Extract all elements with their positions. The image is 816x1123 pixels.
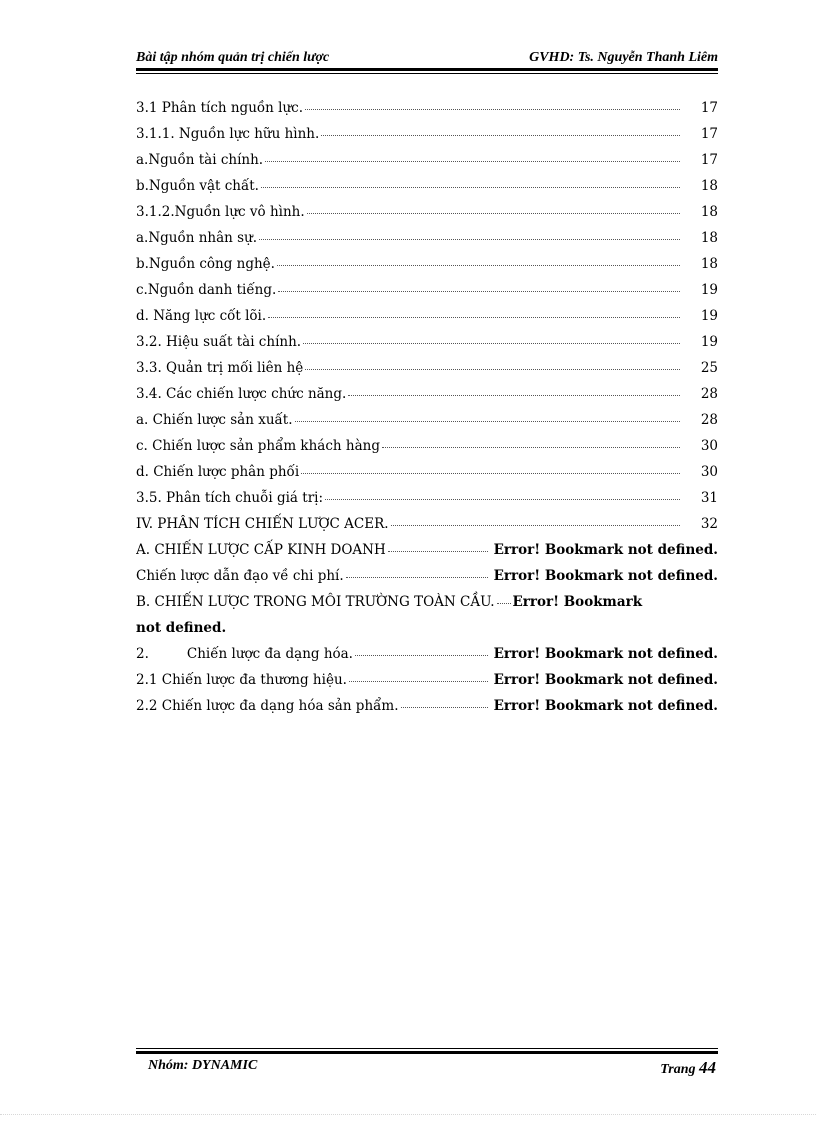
bookmark-error: Error! Bookmark not defined. bbox=[493, 568, 718, 584]
toc-entry[interactable]: 3.2. Hiệu suất tài chính. 19 bbox=[136, 334, 718, 350]
bookmark-error-continued: not defined. bbox=[136, 620, 227, 636]
toc-entry[interactable]: 3.1.1. Nguồn lực hữu hình. 17 bbox=[136, 126, 718, 142]
toc-entry[interactable]: IV. PHÂN TÍCH CHIẾN LƯỢC ACER. 32 bbox=[136, 516, 718, 532]
bookmark-error: Error! Bookmark not defined. bbox=[493, 542, 718, 558]
toc-entry[interactable]: b.Nguồn vật chất. 18 bbox=[136, 178, 718, 194]
toc-entry[interactable]: c.Nguồn danh tiếng. 19 bbox=[136, 282, 718, 298]
toc-entry[interactable]: A. CHIẾN LƯỢC CẤP KINH DOANH Error! Bookmark not defined. bbox=[136, 537, 718, 563]
toc-entry[interactable]: 3.5. Phân tích chuỗi giá trị: 31 bbox=[136, 490, 718, 506]
toc-entry[interactable]: c. Chiến lược sản phẩm khách hàng 30 bbox=[136, 438, 718, 454]
page-header bbox=[136, 50, 718, 68]
toc-entry[interactable]: 3.1 Phân tích nguồn lực. 17 bbox=[136, 100, 718, 116]
page-footer bbox=[136, 1058, 718, 1078]
header-course-title: Bài tập nhóm quản trị chiến lược bbox=[136, 50, 330, 65]
toc-entry[interactable]: d. Năng lực cốt lõi. 19 bbox=[136, 308, 718, 324]
toc-entry[interactable]: 2.2 Chiến lược đa dạng hóa sản phẩm. Error! Bookmark not defined. bbox=[136, 693, 718, 719]
toc-entry[interactable]: 2.1 Chiến lược đa thương hiệu. Error! Bookmark not defined. bbox=[136, 667, 718, 693]
page-edge bbox=[0, 1114, 816, 1115]
footer-rule bbox=[136, 1051, 718, 1054]
toc-entry[interactable]: B. CHIẾN LƯỢC TRONG MÔI TRƯỜNG TOÀN CẦU. Error! Bookmark not defined. bbox=[136, 589, 718, 641]
page-number: 44 bbox=[699, 1058, 716, 1077]
toc-entry[interactable]: a. Chiến lược sản xuất. 28 bbox=[136, 412, 718, 428]
toc-entry[interactable]: a.Nguồn tài chính. 17 bbox=[136, 152, 718, 168]
toc-entry[interactable]: 3.4. Các chiến lược chức năng. 28 bbox=[136, 386, 718, 402]
header-rule bbox=[136, 68, 718, 71]
bookmark-error: Error! Bookmark not defined. bbox=[493, 646, 718, 662]
toc-entry[interactable]: 3.3. Quản trị mối liên hệ 25 bbox=[136, 360, 718, 376]
toc-entry[interactable]: 2. Chiến lược đa dạng hóa. Error! Bookmark not defined. bbox=[136, 641, 718, 667]
bookmark-error: Error! Bookmark bbox=[512, 594, 643, 610]
toc-entry[interactable]: a.Nguồn nhân sự. 18 bbox=[136, 230, 718, 246]
table-of-contents bbox=[136, 95, 718, 719]
toc-entry[interactable]: Chiến lược dẫn đạo về chi phí. Error! Bookmark not defined. bbox=[136, 563, 718, 589]
footer-page-label: Trang 44 bbox=[660, 1058, 716, 1077]
bookmark-error: Error! Bookmark not defined. bbox=[493, 672, 718, 688]
toc-entry[interactable]: d. Chiến lược phân phối 30 bbox=[136, 464, 718, 480]
toc-entry[interactable]: b.Nguồn công nghệ. 18 bbox=[136, 256, 718, 272]
header-rule-thin bbox=[136, 73, 718, 74]
toc-entry[interactable]: 3.1.2.Nguồn lực vô hình. 18 bbox=[136, 204, 718, 220]
footer-rule-thin bbox=[136, 1048, 718, 1049]
bookmark-error: Error! Bookmark not defined. bbox=[493, 698, 718, 714]
footer-group-name: Nhóm: DYNAMIC bbox=[148, 1058, 258, 1073]
header-instructor: GVHD: Ts. Nguyễn Thanh Liêm bbox=[529, 50, 718, 65]
